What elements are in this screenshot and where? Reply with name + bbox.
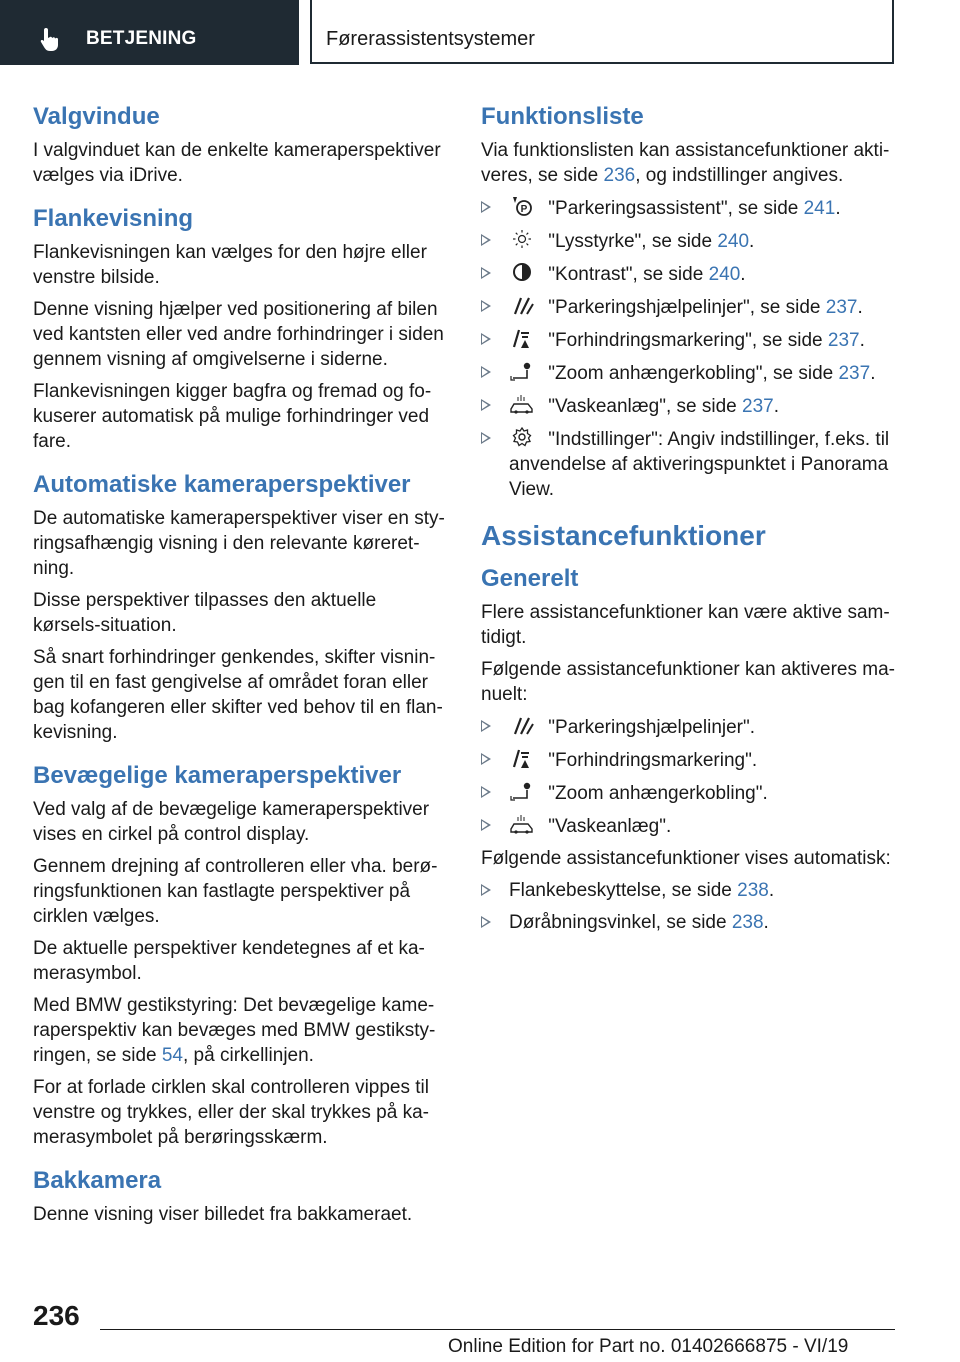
list-item-text: "Zoom anhængerkobling", se side	[543, 363, 839, 384]
list-item	[481, 747, 913, 773]
paragraph: I valgvinduet kan de enkelte kameraperspektiver vælges via iDrive.	[33, 140, 441, 186]
page-link[interactable]: 236	[603, 165, 636, 186]
bullet-triangle-icon	[481, 884, 491, 896]
list-item-text: "Parkeringshjælpelinjer", se side	[543, 297, 826, 318]
right-column	[481, 100, 913, 949]
page-link[interactable]: 238	[737, 880, 769, 901]
list-item-text: "Vaskeanlæg", se side	[543, 396, 743, 417]
list-item	[481, 294, 913, 320]
page-link[interactable]: 54	[161, 1045, 183, 1066]
paragraph: Gennem drejning af controlleren eller vha. berø-ringsfunktionen kan fastlagte perspektiver på cirklen vælges.	[33, 856, 438, 927]
list-item	[481, 426, 913, 502]
list-item	[481, 813, 913, 839]
list-item-text: "Parkeringshjælpelinjer".	[543, 717, 756, 738]
parking-guide-lines-icon	[509, 294, 535, 316]
car-wash-icon	[509, 393, 535, 415]
bullet-triangle-icon	[481, 786, 491, 798]
list-item-text: "Forhindringsmarkering", se side	[543, 330, 828, 351]
paragraph: Følgende assistancefunktioner vises automatisk:	[481, 848, 891, 869]
list-item-text: Døråbningsvinkel, se side	[509, 912, 732, 933]
settings-gear-icon	[509, 426, 535, 448]
list-item-text: "Vaskeanlæg".	[543, 816, 672, 837]
list-item	[481, 195, 913, 221]
paragraph: Disse perspektiver tilpasses den aktuelle kørsels-situation.	[33, 590, 377, 636]
section-automatiske	[33, 468, 445, 745]
bullet-triangle-icon	[481, 753, 491, 765]
section-funktionsliste	[481, 100, 913, 502]
section-tab	[0, 0, 299, 65]
heading-valgvindue: Valgvindue	[33, 103, 160, 130]
paragraph: Så snart forhindringer genkendes, skifter visnin-gen til en fast gengivelse af området foran eller bag kofangeren eller skifter ved behov til en flan-kevisning.	[33, 647, 443, 743]
footer-rule	[100, 1329, 895, 1330]
list-item	[481, 878, 913, 903]
bullet-triangle-icon	[481, 300, 491, 312]
chapter-header	[310, 0, 894, 64]
paragraph: De aktuelle perspektiver kendetegnes af et ka-merasymbol.	[33, 938, 425, 984]
bullet-triangle-icon	[481, 819, 491, 831]
list-item-suffix: .	[773, 396, 780, 417]
paragraph: Denne visning viser billedet fra bakkameraet.	[33, 1204, 413, 1225]
list-item-text: "Indstillinger": Angiv indstillinger, f.eks. til anvendelse af aktiveringspunktet i Panorama View.	[509, 429, 890, 500]
list-item-suffix: .	[859, 330, 865, 351]
contrast-icon	[509, 261, 535, 283]
page-link[interactable]: 237	[827, 330, 860, 351]
page-number: 236	[33, 1300, 80, 1331]
chapter-title: Førerassistentsystemer	[326, 28, 535, 50]
bullet-triangle-icon	[481, 333, 491, 345]
edition-text: Online Edition for Part no. 01402666875 - VI/19	[448, 1336, 849, 1357]
list-item	[481, 714, 913, 740]
parking-assistant-icon	[509, 195, 535, 217]
bullet-triangle-icon	[481, 267, 491, 279]
page-link[interactable]: 240	[717, 231, 750, 252]
list-item-text: Flankebeskyttelse, se side	[509, 880, 738, 901]
list-item-text: "Zoom anhængerkobling".	[543, 783, 768, 804]
page-link[interactable]: 241	[803, 198, 836, 219]
paragraph: Flankevisningen kan vælges for den højre eller venstre bilside.	[33, 242, 427, 288]
parking-guide-lines-icon	[509, 714, 535, 736]
obstacle-marking-icon	[509, 327, 535, 349]
brightness-icon	[509, 228, 535, 250]
page-link[interactable]: 238	[731, 912, 764, 933]
heading-flankevisning: Flankevisning	[33, 205, 194, 232]
paragraph: For at forlade cirklen skal controlleren vippes til venstre og trykkes, eller der skal trykkes på ka-merasymbolet på berøringsskærm.	[33, 1077, 430, 1148]
paragraph: Ved valg af de bevægelige kameraperspektiver vises en cirkel på control display.	[33, 799, 430, 845]
obstacle-marking-icon	[509, 747, 535, 769]
manual-functions-list	[481, 714, 913, 839]
section-bakkamera	[33, 1164, 445, 1227]
list-item	[481, 360, 913, 386]
auto-functions-list	[481, 878, 913, 935]
section-generelt	[481, 562, 913, 935]
bullet-triangle-icon	[481, 366, 491, 378]
page-link[interactable]: 237	[838, 363, 871, 384]
list-item-suffix: .	[870, 363, 876, 384]
left-column	[33, 100, 445, 1241]
paragraph: Flere assistancefunktioner kan være aktive sam-tidigt.	[481, 602, 890, 648]
section-bevaegelige	[33, 759, 445, 1150]
list-item-suffix: .	[768, 880, 775, 901]
function-list	[481, 195, 913, 502]
car-wash-icon	[509, 813, 535, 835]
paragraph: Via funktionslisten kan assistancefunktioner akti-veres, se side 236, og indstillinger angives.	[481, 140, 890, 186]
bullet-triangle-icon	[481, 234, 491, 246]
list-item-suffix: .	[857, 297, 863, 318]
heading-bakkamera: Bakkamera	[33, 1167, 162, 1194]
bullet-triangle-icon	[481, 916, 491, 928]
list-item-suffix: .	[763, 912, 769, 933]
paragraph: Følgende assistancefunktioner kan aktiveres ma-nuelt:	[481, 659, 895, 705]
page-link[interactable]: 240	[708, 264, 741, 285]
list-item-suffix: .	[740, 264, 746, 285]
heading-automatiske: Automatiske kameraperspektiver	[33, 471, 411, 498]
list-item	[481, 228, 913, 254]
bullet-triangle-icon	[481, 201, 491, 213]
trailer-hitch-zoom-icon	[509, 360, 535, 382]
list-item-text: "Forhindringsmarkering".	[543, 750, 758, 771]
heading-funktionsliste: Funktionsliste	[481, 103, 644, 130]
bullet-triangle-icon	[481, 432, 491, 444]
section-valgvindue	[33, 100, 445, 188]
paragraph: Med BMW gestikstyring: Det bevægelige kame-raperspektiv kan bevæges med BMW gestiksty-ringen, se side 54, på cirkellinjen.	[33, 995, 436, 1066]
hand-pointer-icon	[38, 26, 64, 52]
heading-assistancefunktioner: Assistancefunktioner	[481, 520, 766, 551]
svg-text:P: P	[520, 204, 528, 215]
paragraph: De automatiske kameraperspektiver viser en sty-ringsafhængig visning i den relevante køreret-ning.	[33, 508, 445, 579]
page-link[interactable]: 237	[825, 297, 858, 318]
list-item-text: "Kontrast", se side	[543, 264, 709, 285]
list-item-text: "Lysstyrke", se side	[543, 231, 718, 252]
list-item	[481, 327, 913, 353]
paragraph: Flankevisningen kigger bagfra og fremad og fo-kuserer automatisk på mulige forhindringer ved fare.	[33, 381, 432, 452]
section-flankevisning	[33, 202, 445, 454]
list-item	[481, 393, 913, 419]
heading-bevaegelige: Bevægelige kameraperspektiver	[33, 762, 402, 789]
trailer-hitch-zoom-icon	[509, 780, 535, 802]
list-item	[481, 261, 913, 287]
heading-generelt: Generelt	[481, 565, 579, 592]
page-link[interactable]: 237	[742, 396, 774, 417]
list-item	[481, 910, 913, 935]
list-item	[481, 780, 913, 806]
paragraph: Denne visning hjælper ved positionering af bilen ved kantsten eller ved andre forhindringer i siden gennem visning af omgivelserne i siderne.	[33, 299, 444, 370]
section-title: BETJENING	[86, 28, 197, 49]
list-item-text: "Parkeringsassistent", se side	[543, 198, 804, 219]
list-item-suffix: .	[749, 231, 755, 252]
bullet-triangle-icon	[481, 720, 491, 732]
list-item-suffix: .	[835, 198, 841, 219]
bullet-triangle-icon	[481, 399, 491, 411]
